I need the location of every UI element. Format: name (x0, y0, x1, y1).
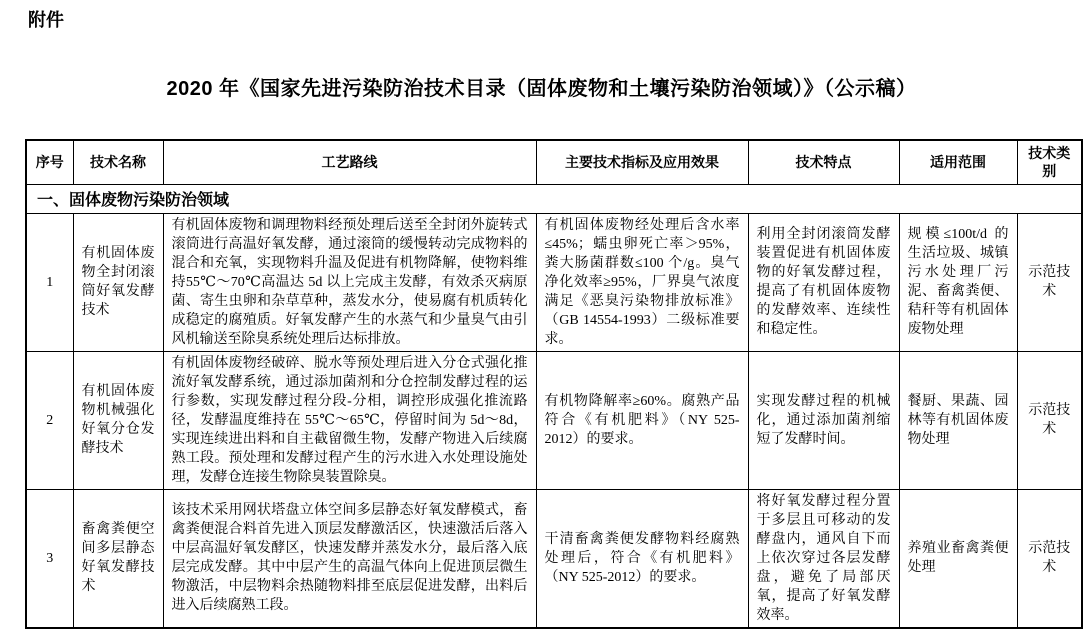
table-row (26, 213, 1082, 351)
section-header-row (26, 184, 1082, 213)
table-row (26, 351, 1082, 489)
technology-name: 有机固体废物机械强化好氧分仓发酵技术 (73, 351, 163, 489)
process-route: 有机固体废物经破碎、脱水等预处理后进入分仓式强化推流好氧发酵系统，通过添加菌剂和分仓控制发酵过程的运行参数，实现发酵过程分段-分相，调控形成强化推流路径，发酵温度维持在 55℃～65℃，停留时间为 5d～8d，实现连续进出料和自主截留微生物，发酵产物进入后续腐熟工段。预处理和发酵过程产生的污水进入水处理设施处理，发酵仓连接生物除臭装置除臭。 (163, 351, 536, 489)
technology-catalog-table (25, 139, 1083, 629)
header-technology-name: 技术名称 (73, 140, 163, 184)
header-technology-category: 技术类别 (1017, 140, 1082, 184)
page-title: 2020 年《国家先进污染防治技术目录（固体废物和土壤污染防治领域）》（公示稿） (166, 78, 917, 100)
technical-features: 将好氧发酵过程分置于多层且可移动的发酵盘内，通风自下而上依次穿过各层发酵盘，避免了局部厌氧，提高了好氧发酵效率。 (748, 489, 899, 628)
technology-name: 畜禽粪便空间多层静态好氧发酵技术 (73, 489, 163, 628)
process-route: 有机固体废物和调理物料经预处理后送至全封闭外旋转式滚筒进行高温好氧发酵，通过滚筒的缓慢转动完成物料的混合和充氧，实现物料升温及促进有机物降解，使物料维持55℃～70℃高温达 5d 以上完成主发酵，有效杀灭病原菌、寄生虫卵和杂草草种，蒸发水分，使易腐有机质转化成稳定的腐殖质。好氧发酵产生的水蒸气和少量臭气由引风机输送至除臭系统处理后达标排放。 (163, 213, 536, 351)
row-index: 1 (26, 213, 73, 351)
technical-indicators: 有机固体废物经处理后含水率≤45%；蠕虫卵死亡率＞95%，粪大肠菌群数≤100 个/g。臭气净化效率≥95%，厂界臭气浓度满足《恶臭污染物排放标准》（GB 14554-1993）二级标准要求。 (536, 213, 748, 351)
row-index: 3 (26, 489, 73, 628)
technical-indicators: 干清畜禽粪便发酵物料经腐熟处理后，符合《有机肥料》（NY 525-2012）的要求。 (536, 489, 748, 628)
table-row (26, 489, 1082, 628)
technology-category: 示范技术 (1017, 489, 1082, 628)
application-scope: 餐厨、果蔬、园林等有机固体废物处理 (899, 351, 1017, 489)
table-header-row (26, 140, 1082, 184)
header-technical-features: 技术特点 (748, 140, 899, 184)
technical-features: 实现发酵过程的机械化，通过添加菌剂缩短了发酵时间。 (748, 351, 899, 489)
technology-name: 有机固体废物全封闭滚筒好氧发酵技术 (73, 213, 163, 351)
technology-category: 示范技术 (1017, 213, 1082, 351)
technology-category: 示范技术 (1017, 351, 1082, 489)
section-title: 一、固体废物污染防治领域 (26, 184, 1082, 213)
header-index: 序号 (26, 140, 73, 184)
application-scope: 养殖业畜禽粪便处理 (899, 489, 1017, 628)
technical-features: 利用全封闭滚筒发酵装置促进有机固体废物的好氧发酵过程，提高了有机固体废物的发酵效率、连续性和稳定性。 (748, 213, 899, 351)
row-index: 2 (26, 351, 73, 489)
header-application-scope: 适用范围 (899, 140, 1017, 184)
process-route: 该技术采用网状塔盘立体空间多层静态好氧发酵模式，畜禽粪便混合料首先进入顶层发酵激活区，快速激活后落入中层高温好氧发酵区，快速发酵并蒸发水分，最后落入底层完成发酵。其中中层产生的高温气体向上促进顶层微生物激活，中层物料余热随物料排至底层促进发酵，出料后进入后续腐熟工段。 (163, 489, 536, 628)
header-process-route: 工艺路线 (163, 140, 536, 184)
attachment-label: 附件 (28, 10, 64, 30)
header-technical-indicators: 主要技术指标及应用效果 (536, 140, 748, 184)
technical-indicators: 有机物降解率≥60%。腐熟产品符合《有机肥料》（NY 525-2012）的要求。 (536, 351, 748, 489)
application-scope: 规模≤100t/d 的生活垃圾、城镇污水处理厂污泥、畜禽粪便、秸秆等有机固体废物处理 (899, 213, 1017, 351)
